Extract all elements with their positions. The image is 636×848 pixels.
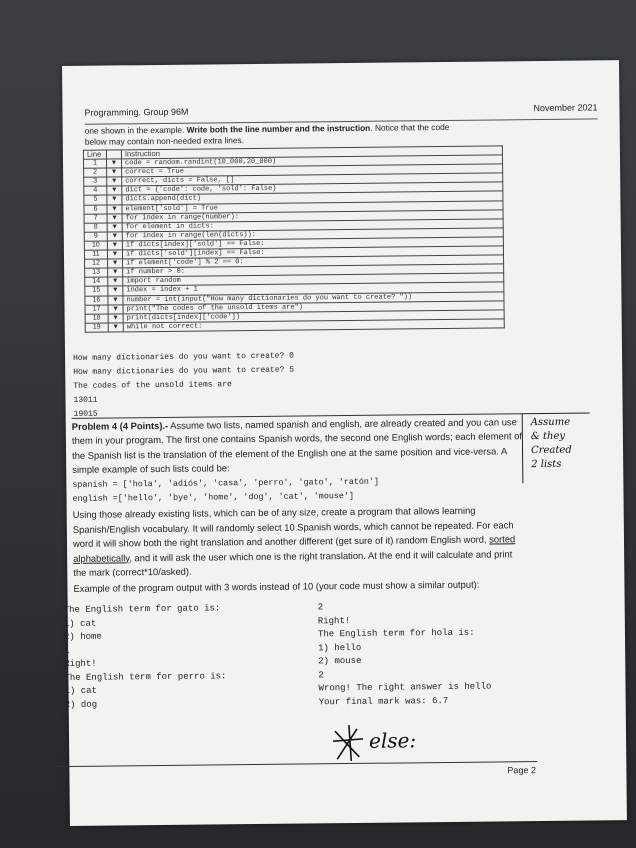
line-number: 9	[84, 232, 107, 241]
code-lines-table	[83, 145, 505, 332]
line-header: Line	[83, 150, 106, 159]
handwritten-line: & they	[530, 430, 566, 443]
line-number: 18	[85, 314, 108, 323]
intro-bold: Write both the line number and the instruction	[186, 122, 371, 135]
output-line: 19015	[73, 409, 98, 419]
checkmark-icon: ▼	[107, 177, 122, 186]
handwritten-line: Created	[530, 444, 572, 457]
handwritten-line: 2 lists	[531, 458, 562, 471]
instruction-cell: code = random.randint(10_000,20_000)	[121, 155, 502, 168]
checkmark-icon: ▼	[108, 323, 123, 332]
line-number: 3	[84, 177, 107, 186]
line-number: 12	[85, 259, 108, 268]
handwritten-else	[329, 722, 439, 763]
example-line: 2	[318, 669, 324, 680]
example-line: Right!	[64, 658, 97, 670]
instruction-cell: if number > 0:	[123, 264, 504, 277]
checkmark-icon: ▼	[108, 295, 123, 304]
program-output	[73, 350, 295, 422]
intro-text-2: . Notice that the code	[370, 121, 450, 133]
problem-4	[72, 415, 526, 597]
example-line: 1) cat	[63, 618, 97, 629]
english-list: english =['hello', 'bye', 'home', 'dog', 'cat', 'mouse']	[72, 490, 355, 504]
spanish-list: spanish = ['hola', 'adiós', 'casa', 'perro', 'gato', 'ratón']	[72, 476, 379, 490]
example-line: The English term for hola is:	[317, 627, 475, 640]
output-line: The codes of the unsold items are	[73, 380, 232, 391]
exam-page	[62, 60, 627, 826]
example-output-right	[318, 600, 492, 710]
line-number: 2	[84, 168, 107, 177]
instruction-cell: print("The codes of the unsold items are")	[123, 300, 504, 313]
line-number: 10	[84, 241, 107, 250]
instruction-cell: correct = True	[122, 164, 503, 177]
else-text: else:	[368, 728, 417, 753]
checkmark-icon: ▼	[107, 232, 122, 241]
instruction-cell: import random	[123, 273, 504, 286]
instruction-cell: dict = {'code': code, 'sold': False}	[122, 182, 503, 195]
example-output-left	[64, 602, 227, 712]
instruction-cell: number = int(input("How many dictionaries do you want to create? "))	[123, 291, 504, 304]
example-line: 2) home	[63, 631, 102, 643]
course-title: Programming. Group 96M	[84, 106, 189, 118]
page-header	[84, 102, 597, 124]
example-line: 1) hello	[318, 642, 362, 653]
line-number: 11	[84, 250, 107, 259]
instruction-cell: dicts.append(dict)	[122, 191, 503, 204]
checkmark-icon: ▼	[108, 259, 123, 268]
example-line: Wrong! The right answer is hello	[318, 681, 492, 694]
instruction-cell: for element in dicts:	[122, 219, 503, 232]
instruction-header: Instruction	[121, 146, 502, 159]
instruction-cell: if dicts['sold'][index] == False:	[122, 246, 503, 259]
instruction-cell: element['sold'] = True	[122, 200, 503, 213]
line-number: 6	[84, 205, 107, 214]
line-number: 4	[84, 186, 107, 195]
example-line: 1) cat	[64, 685, 98, 697]
footer-divider	[57, 761, 537, 767]
output-line: How many dictionaries do you want to create? 0	[73, 351, 294, 363]
example-line: 2	[317, 602, 324, 613]
problem-title: Problem 4 (4 Points).-	[71, 419, 169, 432]
mark-header	[106, 150, 121, 159]
line-number: 14	[85, 277, 108, 286]
handwritten-note	[522, 412, 591, 483]
checkmark-icon: ▼	[107, 186, 122, 195]
example-line: 1	[64, 645, 70, 656]
line-number: 8	[84, 223, 107, 232]
output-line: 13011	[73, 395, 98, 405]
exam-date: November 2021	[533, 102, 598, 114]
checkmark-icon: ▼	[107, 214, 122, 223]
line-number: 13	[85, 268, 108, 277]
example-line: 2) mouse	[318, 655, 362, 667]
checkmark-icon: ▼	[108, 304, 123, 313]
checkmark-icon: ▼	[108, 314, 123, 323]
checkmark-icon: ▼	[107, 250, 122, 259]
instruction-cell: correct, dicts = False, []	[122, 173, 503, 186]
line-number: 17	[85, 305, 108, 314]
page-number: Page 2	[507, 765, 536, 776]
checkmark-icon: ▼	[108, 277, 123, 286]
problem-paragraph-2	[73, 504, 526, 581]
example-line: The English term for gato is:	[63, 603, 221, 616]
instruction-cell: if element['code'] % 2 == 0:	[123, 255, 504, 268]
line-number: 1	[83, 159, 106, 168]
checkmark-icon: ▼	[107, 241, 122, 250]
p2-underlined: sorted alphabetically	[73, 533, 516, 564]
instruction-cell: print(dicts[index]['code'])	[123, 310, 504, 323]
example-line: 2) dog	[64, 699, 98, 710]
line-number: 5	[84, 196, 107, 205]
line-number: 7	[84, 214, 107, 223]
checkmark-icon: ▼	[107, 223, 122, 232]
instruction-cell: for index in range(len(dicts)):	[122, 228, 503, 241]
output-line: How many dictionaries do you want to create? 5	[73, 365, 295, 377]
p2-text-b: , and it will ask the user which one is the right translation. At the end it will calculate and print the mark (correct*10/asked).	[73, 547, 513, 578]
example-line: The English term for perro is:	[64, 670, 227, 683]
line-number: 16	[85, 296, 108, 305]
checkmark-icon: ▼	[106, 159, 121, 168]
intro-text-1: one shown in the example.	[84, 124, 187, 136]
instructions-text	[85, 121, 515, 147]
instruction-cell: if dicts[index]['sold'] == False:	[122, 237, 503, 250]
checkmark-icon: ▼	[107, 168, 122, 177]
checkmark-icon: ▼	[107, 195, 122, 204]
instruction-cell: while not correct:	[123, 319, 504, 332]
problem-paragraph-1: Assume two lists, named spanish and english, are already created and you can use them in your program. The first one contains Spanish words, the second one English words; each element of the Spanish list is the translation of the element of the English one at the same position and vice-versa. A simple example of such lists could be:	[71, 416, 523, 476]
instruction-cell: index = index + 1	[123, 282, 504, 295]
scribble-mark	[329, 723, 369, 763]
checkmark-icon: ▼	[108, 286, 123, 295]
checkmark-icon: ▼	[108, 268, 123, 277]
instruction-cell: for index in range(number):	[122, 210, 503, 223]
intro-text-3: below may contain non-needed extra lines.	[84, 134, 245, 147]
checkmark-icon: ▼	[107, 204, 122, 213]
line-number: 15	[85, 286, 108, 295]
handwritten-line: Assume	[530, 416, 571, 429]
example-line: Right!	[317, 615, 351, 626]
example-line: Your final mark was: 6.7	[318, 695, 449, 707]
example-heading: Example of the program output with 3 words instead of 10 (your code must show a similar output):	[73, 579, 480, 595]
line-number: 19	[85, 323, 108, 332]
p2-text-a: Using those already existing lists, which can be of any size, create a program that allows learning Spanish/English vocabulary. It will randomly select 10 Spanish words, which cannot be repeated. For each word it will show both the right translation and another different (get sure of it) random English word,	[72, 505, 514, 550]
